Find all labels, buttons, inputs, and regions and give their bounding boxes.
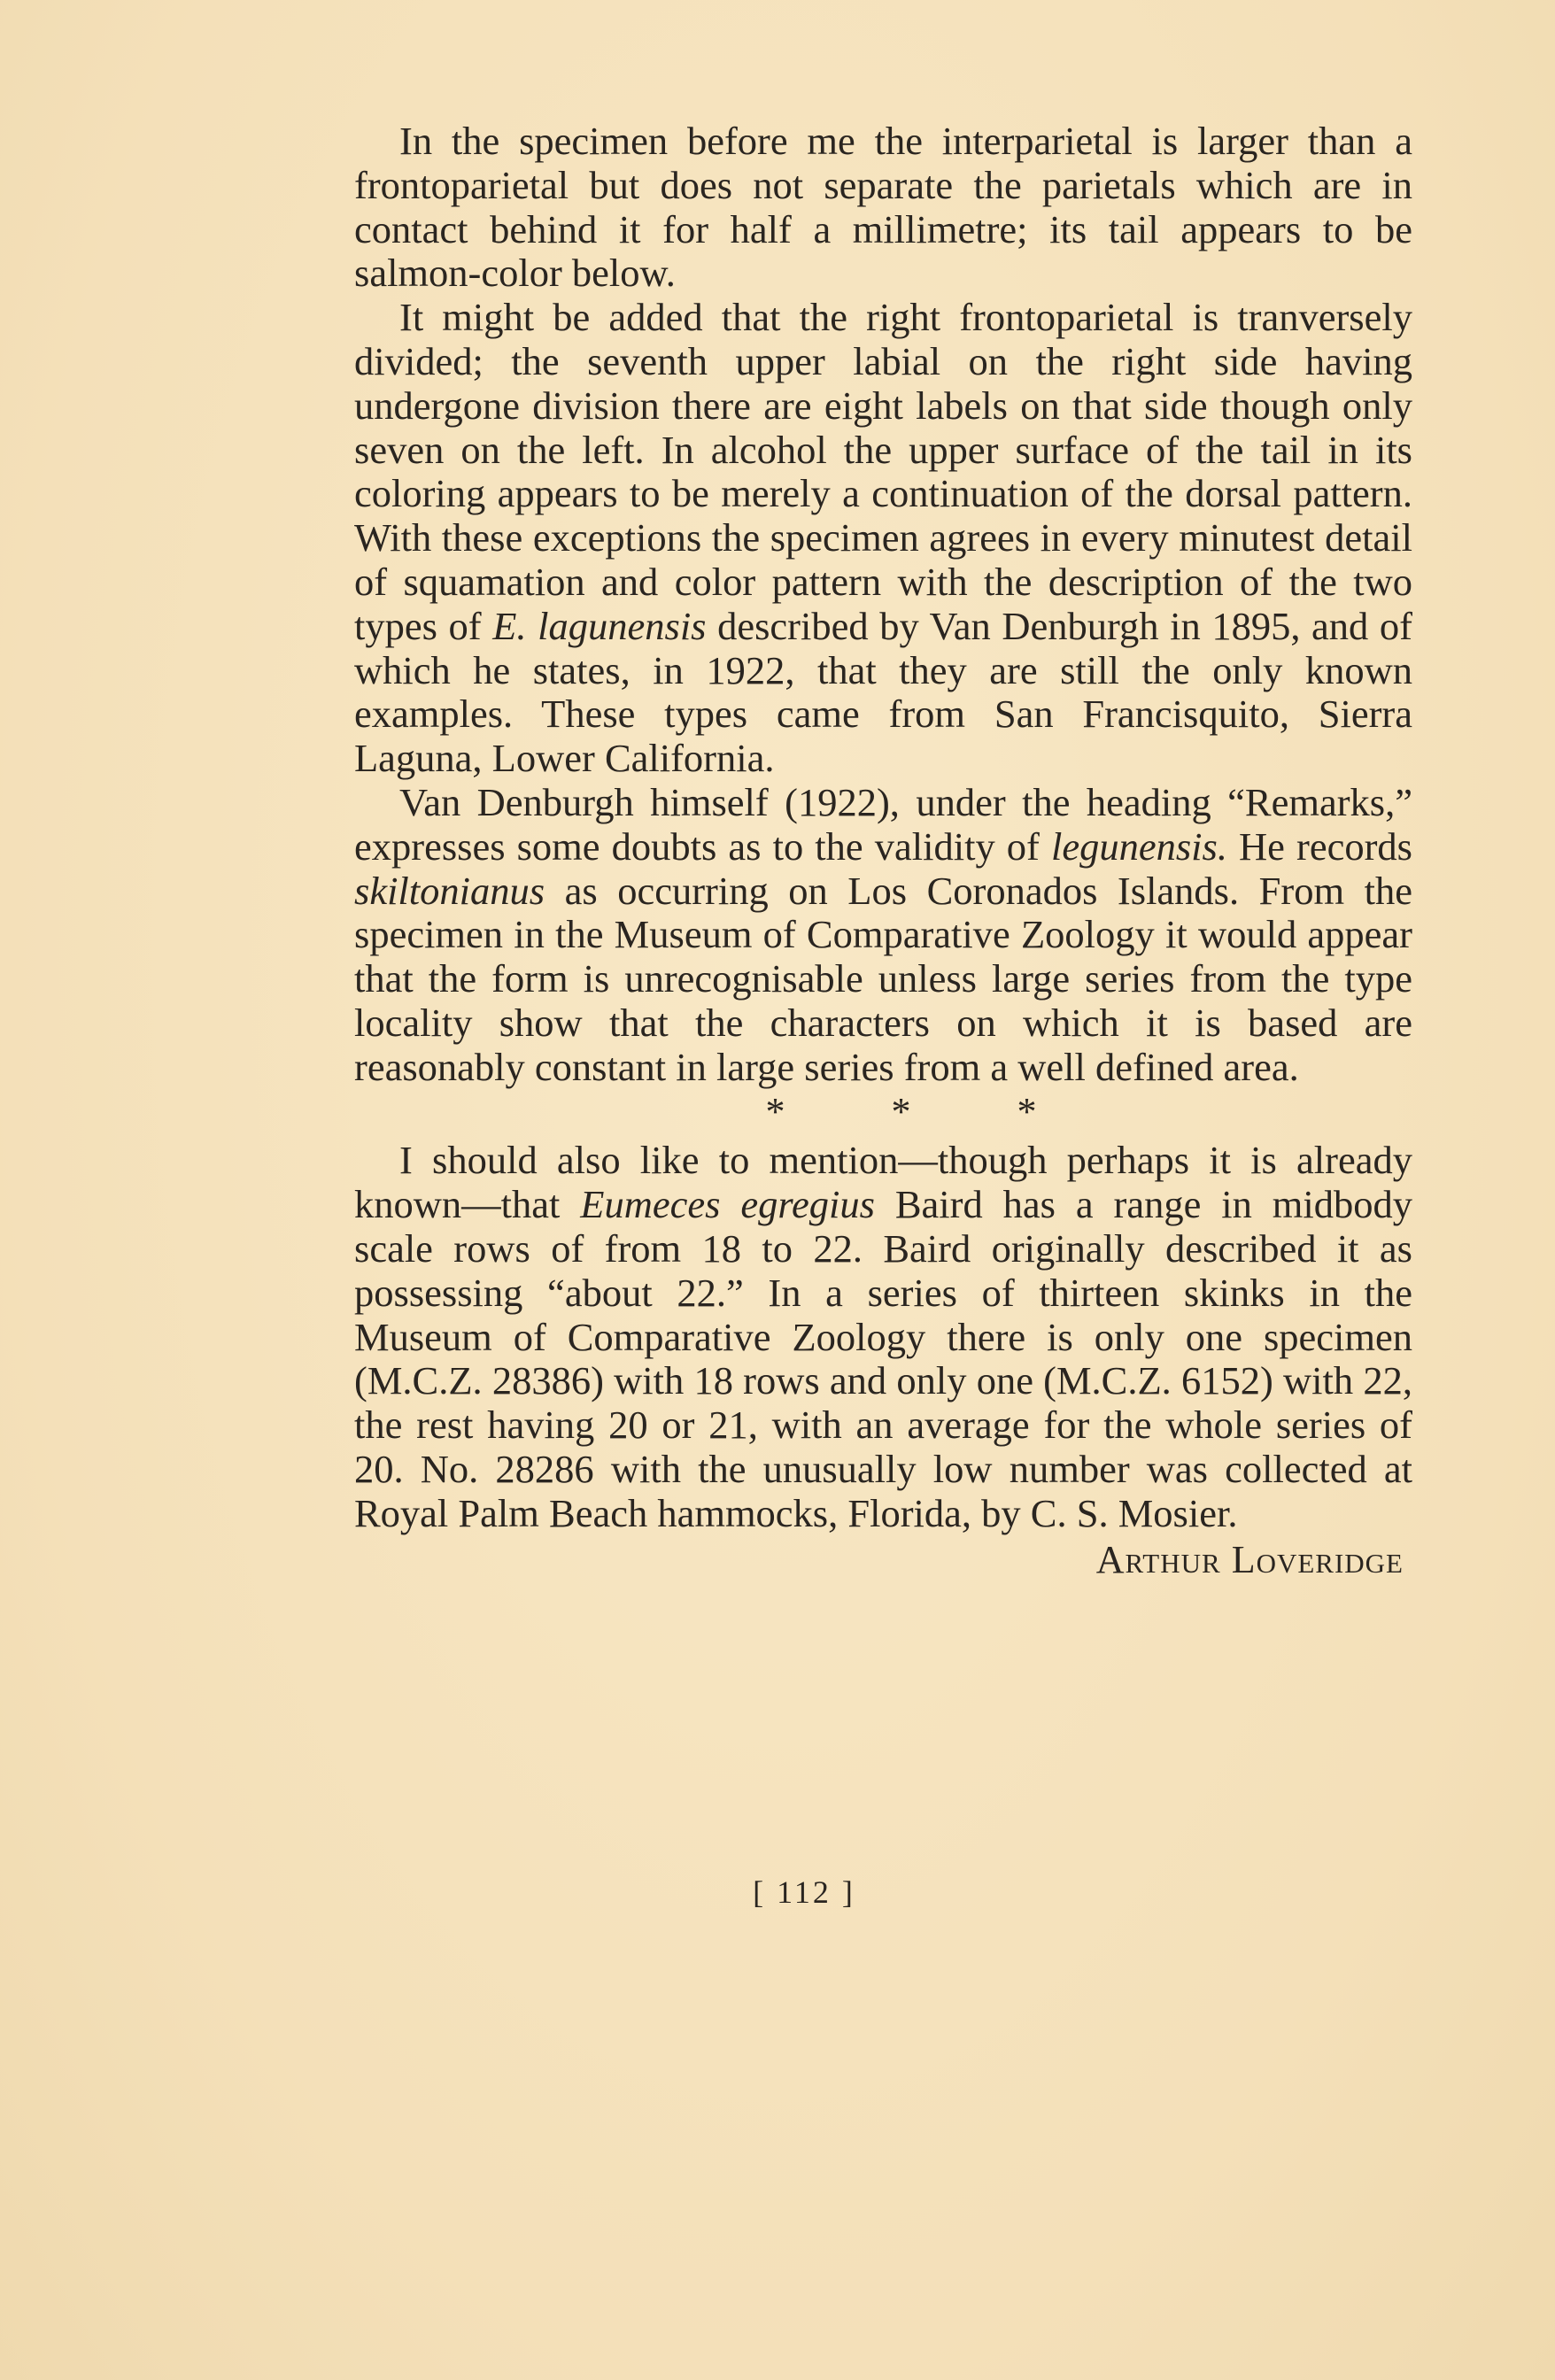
section-break [354,1090,1412,1134]
paragraph-3: Van Denburgh himself (1922), under the heading “Remarks,” expresses some doubts as to the validity of legunensis. He records skiltonianus as occurring on Los Coronados Islands. From the specimen in the Museum of Comparative Zoology it would appear that the form is unrecognisable unless large series from the type locality show that the characters on which it is based are reasonably constant in large series from a well defined area. [354,779,1412,1089]
paragraph-2: It might be added that the right frontoparietal is tranversely divided; the seventh upper labial on the right side having undergone division there are eight labels on that side though only seven on the left. In alcohol the upper surface of the tail in its coloring appears to be merely a continuation of the dorsal pattern. With these exceptions the specimen agrees in every minutest detail of squamation and color pattern with the description of the two types of E. lagunensis described by Van Denburgh in 1895, and of which he states, in 1922, that they are still the only known examples. These types came from San Francisquito, Sierra Laguna, Lower California. [354,295,1412,781]
page-number: [ 112 ] [753,1874,855,1910]
paragraph-1: In the specimen before me the interparietal is larger than a frontoparietal but does not separate the parietals which are in contact behind it for half a millimetre; its tail appears to be salmon-color below. [354,119,1412,296]
italic-term: skiltonianus [354,868,545,913]
asterisk: * [891,1089,911,1133]
italic-term: legunensis. [1050,823,1227,869]
author-signature: Arthur Loveridge [1095,1537,1404,1581]
italic-term: E. lagunensis [492,603,707,648]
asterisk: * [765,1089,785,1133]
asterisk: * [1017,1089,1037,1133]
italic-term: Eumeces egregius [580,1182,875,1227]
article-body [354,120,1412,1581]
paragraph-4: I should also like to mention—though perhaps it is already known—that Eumeces egregius Baird has a range in midbody scale rows of from 18 to 22. Baird originally described it as possessing “about 22.” In a series of thirteen skinks in the Museum of Comparative Zoology there is only one specimen (M.C.Z. 28386) with 18 rows and only one (M.C.Z. 6152) with 22, the rest having 20 or 21, with an average for the whole series of 20. No. 28286 with the unusually low number was collected at Royal Palm Beach hammocks, Florida, by C. S. Mosier. [354,1138,1412,1535]
